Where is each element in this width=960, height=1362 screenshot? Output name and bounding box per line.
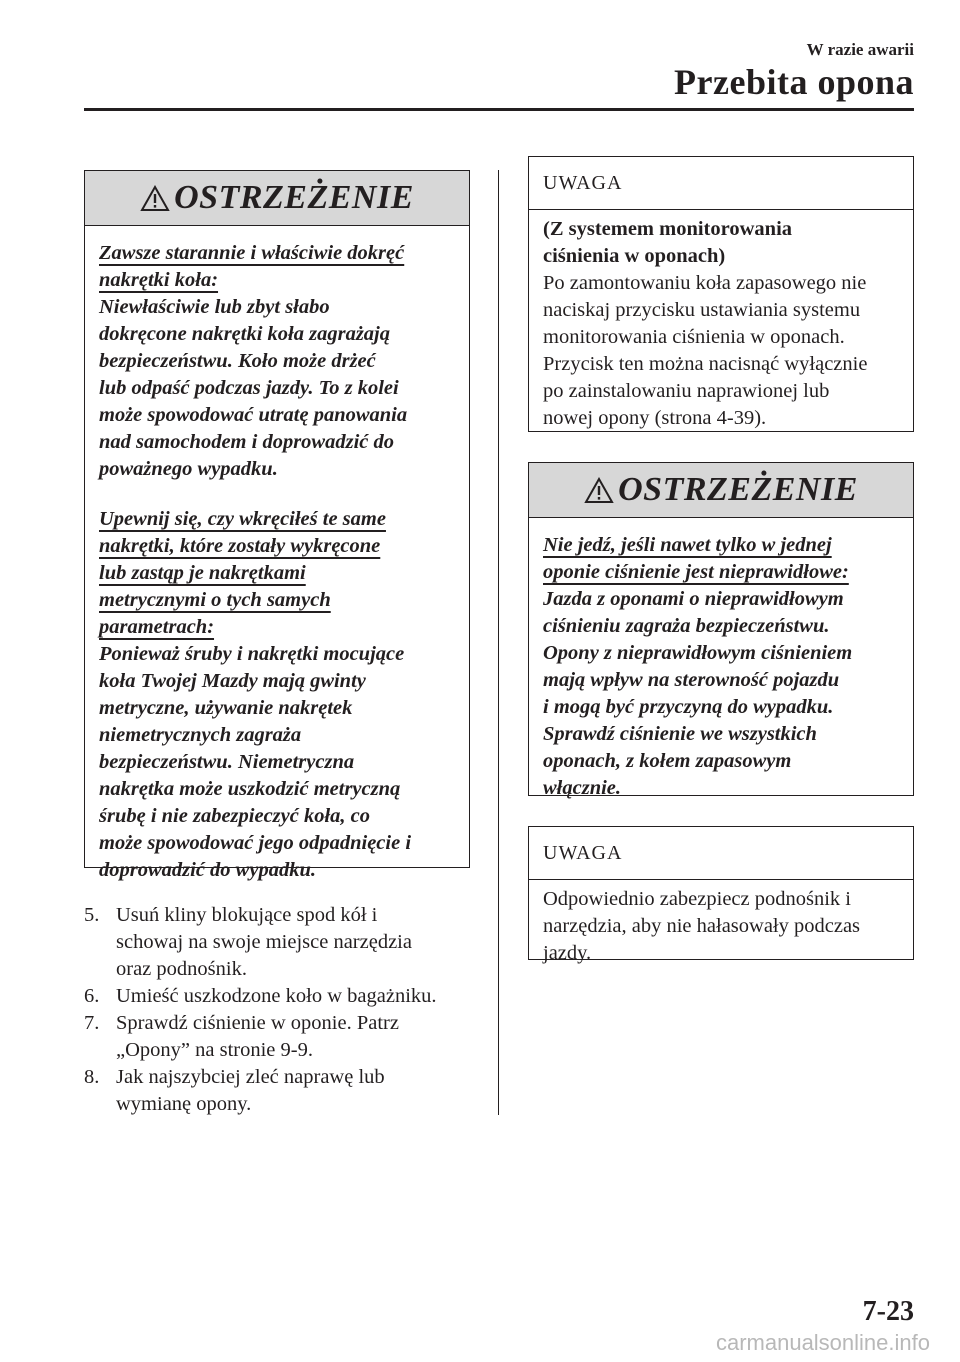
warning-line: bezpieczeństwu. Niemetryczna [99, 751, 355, 773]
warning-line: Upewnij się, czy wkręciłeś te same [99, 508, 386, 530]
warning-line: nakrętki koła: [99, 269, 219, 291]
list-item: 8. Jak najszybciej zleć naprawę lub wymianę opony. [84, 1066, 385, 1115]
note-line: Odpowiednio zabezpiecz podnośnik i [543, 888, 851, 910]
warning-line: może spowodować jego odpadnięcie i [99, 832, 412, 854]
note-box-tpms [528, 156, 914, 432]
page-title: Przebita opona [674, 62, 914, 102]
note-box-jack [528, 826, 914, 964]
warning-box-tire-pressure [528, 462, 914, 799]
warning-line: doprowadzić do wypadku. [99, 859, 316, 881]
warning-line: oponie ciśnienie jest nieprawidłowe: [543, 561, 849, 583]
warning-heading-text: OSTRZEŻENIE [618, 471, 858, 508]
warning-line: lub zastąp je nakrętkami [99, 562, 306, 584]
note-heading: UWAGA [529, 157, 913, 210]
column-divider [498, 170, 499, 1115]
warning-box-wheel-nuts [84, 170, 470, 881]
warning-line: dokręcone nakrętki koła zagrażają [99, 323, 390, 345]
steps-list [84, 902, 484, 1118]
list-item: 7. Sprawdź ciśnienie w oponie. Patrz „Opony” na stronie 9-9. [84, 1012, 399, 1061]
page-number: 7-23 [862, 1296, 914, 1327]
note-line: monitorowania ciśnienia w oponach. [543, 326, 845, 348]
note-heading: UWAGA [529, 827, 913, 880]
warning-heading [85, 171, 469, 226]
note-line: narzędzia, aby nie hałasowały podczas [543, 915, 861, 937]
note-line: naciskaj przycisku ustawiania systemu [543, 299, 861, 321]
warning-line: Ponieważ śruby i nakrętki mocujące [99, 643, 405, 665]
header-rule [84, 108, 914, 111]
warning-line: poważnego wypadku. [99, 458, 278, 480]
warning-line: ciśnieniu zagraża bezpieczeństwu. [543, 615, 830, 637]
warning-triangle-icon [584, 477, 614, 504]
warning-line: parametrach: [99, 616, 215, 638]
warning-line: metryczne, używanie nakrętek [99, 697, 353, 719]
note-line: po zainstalowaniu naprawionej lub [543, 380, 830, 402]
warning-line: Zawsze starannie i właściwie dokręć [99, 242, 405, 264]
warning-line: włącznie. [543, 777, 622, 799]
list-item: 5. Usuń kliny blokujące spod kół i schowaj na swoje miejsce narzędzia oraz podnośnik. [84, 904, 412, 980]
note-line: Przycisk ten można nacisnąć wyłącznie [543, 353, 868, 375]
warning-line: Opony z nieprawidłowym ciśnieniem [543, 642, 853, 664]
warning-line: śrubę i nie zabezpieczyć koła, co [99, 805, 371, 827]
warning-heading [529, 463, 913, 518]
warning-line: koła Twojej Mazdy mają gwinty [99, 670, 366, 692]
note-body [529, 210, 913, 432]
warning-line: nakrętki, które zostały wykręcone [99, 535, 381, 557]
warning-line: metrycznymi o tych samych [99, 589, 331, 611]
section-name: W razie awarii [806, 40, 914, 59]
warning-line: Sprawdź ciśnienie we wszystkich [543, 723, 817, 745]
warning-body [529, 518, 913, 802]
warning-line: nakrętka może uszkodzić metryczną [99, 778, 401, 800]
warning-heading-text: OSTRZEŻENIE [174, 179, 414, 216]
warning-line: Nie jedź, jeśli nawet tylko w jednej [543, 534, 832, 556]
warning-line: może spowodować utratę panowania [99, 404, 408, 426]
warning-line: nad samochodem i doprowadzić do [99, 431, 394, 453]
note-line: jazdy. [543, 942, 592, 964]
warning-line: i mogą być przyczyną do wypadku. [543, 696, 834, 718]
note-line: Po zamontowaniu koła zapasowego nie [543, 272, 867, 294]
list-item: 6. Umieść uszkodzone koło w bagażniku. [84, 985, 437, 1007]
note-line: (Z systemem monitorowania [543, 218, 793, 240]
page-header [674, 40, 914, 102]
warning-line: bezpieczeństwu. Koło może drżeć [99, 350, 376, 372]
note-line: nowej opony (strona 4-39). [543, 407, 767, 429]
warning-line: niemetrycznych zagraża [99, 724, 302, 746]
warning-line: oponach, z kołem zapasowym [543, 750, 792, 772]
warning-body [85, 226, 469, 884]
warning-line: Niewłaściwie lub zbyt słabo [99, 296, 330, 318]
warning-line: Jazda z oponami o nieprawidłowym [543, 588, 844, 610]
watermark: carmanualsonline.info [715, 1330, 930, 1355]
note-line: ciśnienia w oponach) [543, 245, 726, 267]
warning-line: mają wpływ na sterowność pojazdu [543, 669, 840, 691]
note-body [529, 880, 913, 967]
warning-line: lub odpaść podczas jazdy. To z kolei [99, 377, 399, 399]
warning-triangle-icon [140, 185, 170, 212]
